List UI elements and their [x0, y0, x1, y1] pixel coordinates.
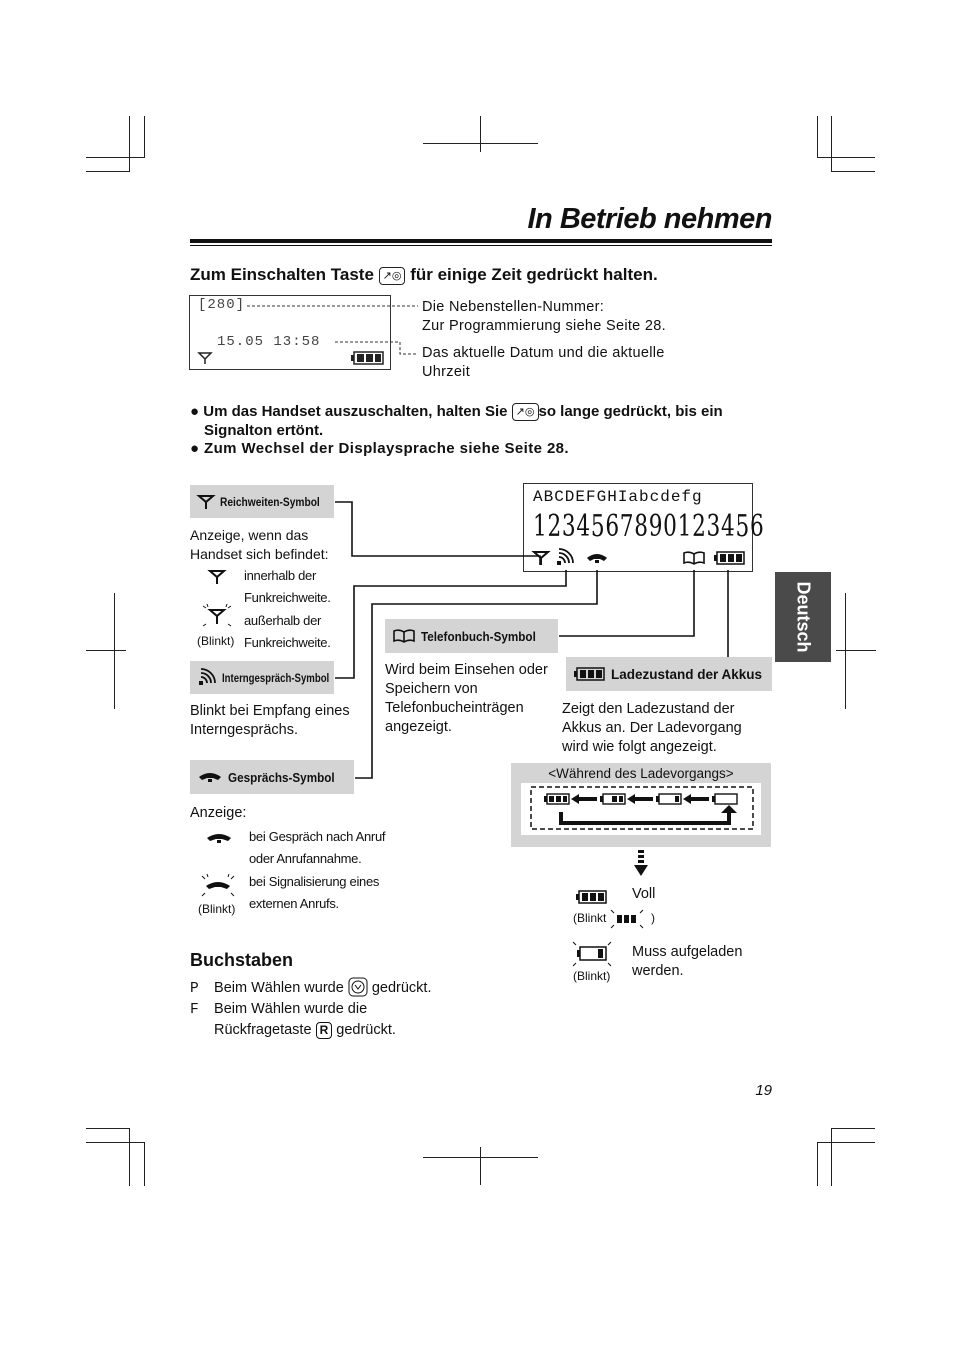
gespraech-a-line1: bei Gespräch nach Anruf — [249, 829, 386, 844]
handset-blinking-icon — [200, 874, 236, 898]
buchstaben-f-line1: Beim Wählen wurde die — [214, 1001, 368, 1017]
reichweite-in — [244, 565, 331, 609]
battery-full-icon — [576, 890, 607, 904]
buchstaben-p-after: gedrückt. — [371, 980, 432, 996]
power-on-heading-before: Zum Einschalten Taste — [190, 265, 374, 284]
battery-bars-blinking-icon — [610, 909, 648, 929]
display-line1: ABCDEFGHIabcdefg — [533, 488, 703, 506]
reichweite-desc-line1: Anzeige, wenn das — [190, 527, 309, 543]
phonebook-icon — [393, 629, 415, 643]
intern-desc-line2: Interngesprächs. — [190, 722, 299, 738]
gespraech-a-line2: oder Anrufannahme. — [249, 851, 362, 866]
akku-desc-line3: wird wie folgt angezeigt. — [562, 739, 717, 755]
bullet-dot-icon: ● — [190, 403, 200, 420]
reichweite-desc-line2: Handset sich befindet: — [190, 546, 329, 562]
telefonbuch-desc-line3: Telefonbucheinträgen — [385, 700, 524, 716]
buchstaben-f — [190, 1000, 396, 1040]
battery-empty-blinking-icon — [572, 940, 612, 968]
bullet-power-off-after: so lange gedrückt, bis ein — [538, 403, 723, 420]
akku-muss-line2: werden. — [632, 963, 684, 979]
power-key-icon: ↗◎ — [379, 267, 406, 285]
page-title: In Betrieb nehmen — [527, 203, 772, 235]
reichweite-desc — [190, 526, 329, 564]
bullet-language-text: Zum Wechsel der Displaysprache siehe Seite 28. — [204, 440, 569, 457]
telefonbuch-desc — [385, 661, 548, 737]
gespraech-a — [249, 826, 385, 870]
reichweite-blinkt: (Blinkt) — [197, 634, 235, 648]
handset-icon — [206, 832, 232, 844]
intern-label-box — [190, 661, 334, 694]
akku-empty-blinkt: (Blinkt) — [573, 969, 611, 983]
akku-desc-line1: Zeigt den Ladezustand der — [562, 701, 735, 717]
arrow-down-icon — [633, 850, 649, 878]
antenna-icon — [198, 495, 214, 509]
intern-desc — [190, 702, 350, 740]
reichweite-label-box — [190, 485, 334, 518]
akku-desc-line2: Akkus an. Der Ladevorgang — [562, 720, 742, 736]
akku-desc — [562, 700, 742, 757]
r-key-icon: R — [316, 1022, 333, 1039]
akku-voll-blinkt-close: ) — [651, 911, 656, 926]
akku-muss-line1: Muss aufgeladen — [632, 944, 743, 960]
power-key-icon: ↗◎ — [512, 403, 539, 421]
navigator-key-icon — [348, 977, 368, 997]
bullet-dot-icon: ● — [190, 440, 200, 457]
display-line2: 1234567890123456 — [533, 509, 765, 544]
telefonbuch-desc-line4: angezeigt. — [385, 719, 452, 735]
telefonbuch-label-box — [385, 619, 558, 653]
telefonbuch-label: Telefonbuch-Symbol — [421, 628, 536, 644]
battery-full-icon — [574, 667, 605, 681]
gespraech-label-box — [190, 760, 354, 794]
callout-extension-line1: Die Nebenstellen-Nummer: — [422, 299, 605, 315]
buchstaben-heading: Buchstaben — [190, 950, 294, 970]
akku-voll: Voll — [632, 886, 656, 902]
language-tab-label: Deutsch — [793, 581, 814, 653]
lcd-date-time: 15.05 13:58 — [217, 334, 321, 350]
buchstaben-f-line2-after: gedrückt. — [336, 1022, 396, 1038]
bullet-power-off-before: Um das Handset auszuschalten, halten Sie — [203, 403, 508, 420]
telefonbuch-desc-line2: Speichern von — [385, 681, 478, 697]
lcd-extension-number: [280] — [198, 297, 246, 313]
gespraech-blinkt: (Blinkt) — [198, 902, 236, 916]
charging-sequence — [521, 783, 761, 835]
bullet-power-off-line2: Signalton ertönt. — [204, 422, 324, 439]
handset-icon — [198, 771, 222, 783]
intern-label: Interngespräch-Symbol — [222, 670, 330, 685]
akku-label-box — [566, 657, 772, 691]
reichweite-label: Reichweiten-Symbol — [220, 494, 320, 509]
callout-datetime-line1: Das aktuelle Datum und die aktuelle — [422, 345, 665, 361]
gespraech-label: Gesprächs-Symbol — [228, 769, 335, 785]
akku-voll-blinkt-open: (Blinkt — [573, 911, 607, 926]
reichweite-in-line2: Funkreichweite. — [244, 590, 331, 605]
charging-caption: <Während des Ladevorgangs> — [548, 766, 734, 781]
page-number: 19 — [755, 1082, 772, 1099]
charging-cycle-icon — [521, 783, 761, 835]
buchstaben-p-letter: P — [190, 981, 199, 997]
gespraech-b-line2: externen Anrufs. — [249, 896, 339, 911]
intercom-icon — [198, 670, 216, 686]
reichweite-out-line1: außerhalb der — [244, 613, 322, 628]
gespraech-b — [249, 871, 379, 915]
callout-extension-line2: Zur Programmierung siehe Seite 28. — [422, 318, 666, 334]
reichweite-out — [244, 610, 331, 654]
antenna-icon — [209, 570, 225, 584]
gespraech-anzeige: Anzeige: — [190, 805, 247, 821]
antenna-blinking-icon — [201, 604, 233, 630]
akku-voll-blinkt — [573, 909, 655, 929]
reichweite-out-line2: Funkreichweite. — [244, 635, 331, 650]
gespraech-b-line1: bei Signalisierung eines — [249, 874, 380, 889]
telefonbuch-desc-line1: Wird beim Einsehen oder — [385, 662, 548, 678]
buchstaben-p — [190, 977, 432, 997]
power-on-heading-after: für einige Zeit gedrückt halten. — [410, 265, 658, 284]
buchstaben-p-before: Beim Wählen wurde — [214, 980, 344, 996]
intern-desc-line1: Blinkt bei Empfang eines — [190, 703, 350, 719]
buchstaben-f-line2-before: Rückfragetaste — [214, 1022, 312, 1038]
akku-label: Ladezustand der Akkus — [611, 666, 763, 682]
buchstaben-f-letter: F — [190, 1002, 199, 1018]
callout-datetime-line2: Uhrzeit — [422, 364, 471, 380]
charging-panel — [511, 763, 771, 847]
reichweite-in-line1: innerhalb der — [244, 568, 316, 583]
akku-muss — [632, 943, 742, 981]
